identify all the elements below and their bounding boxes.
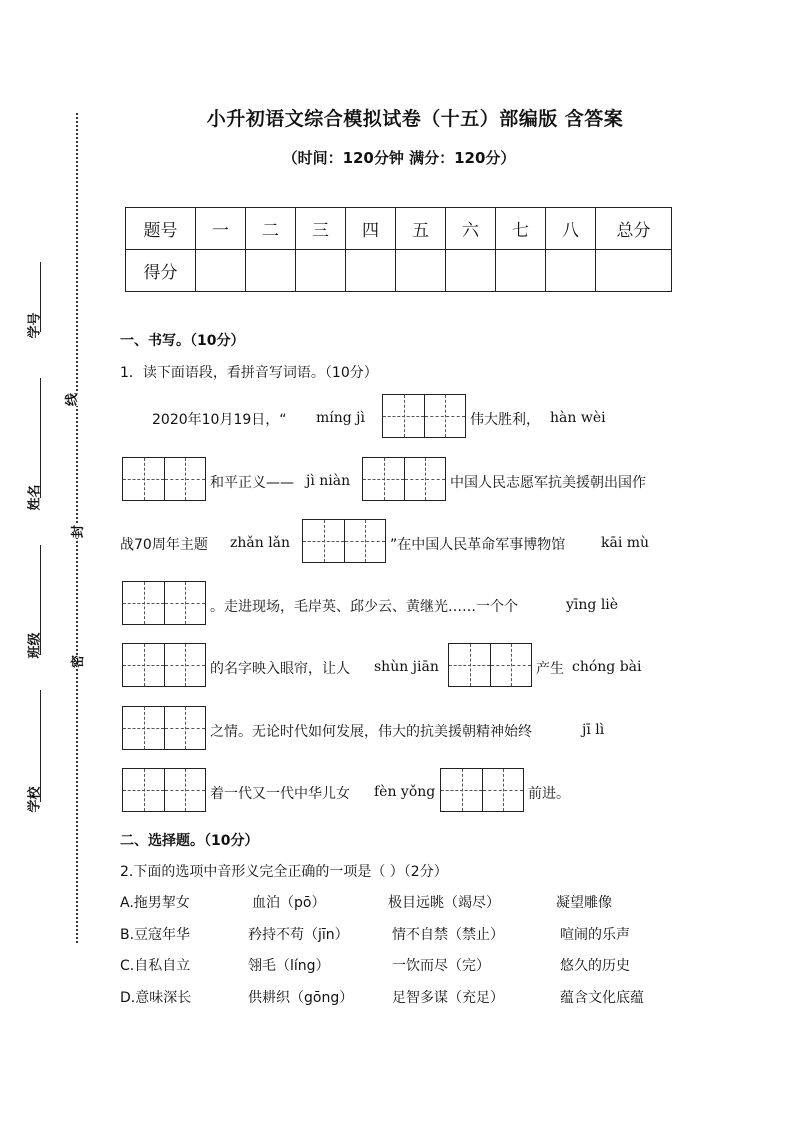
passage-text: 2020年10月19日，“ xyxy=(152,412,287,428)
answer-grid[interactable] xyxy=(362,457,446,501)
answer-grid[interactable] xyxy=(382,394,466,438)
pinyin: jī lì xyxy=(582,722,605,738)
option-c-word-4: 悠久的历史 xyxy=(560,958,630,974)
score-table-header-row xyxy=(126,208,672,250)
option-d-word-3: 足智多谋（充足） xyxy=(392,990,504,1006)
pinyin: hàn wèi xyxy=(550,410,606,426)
option-b-word-1[interactable]: B.豆寇年华 xyxy=(120,927,191,943)
char-cell[interactable] xyxy=(303,520,344,562)
passage-text: 产生 xyxy=(536,661,564,677)
passage-text: 和平正义—— xyxy=(210,475,294,491)
char-cell[interactable] xyxy=(164,644,205,686)
passage-text: 的名字映入眼帘，让人 xyxy=(210,661,350,677)
option-a-word-2: 血泊（pō） xyxy=(252,895,326,911)
char-cell[interactable] xyxy=(482,769,523,811)
passage-text: 中国人民志愿军抗美援朝出国作 xyxy=(450,475,646,491)
answer-grid[interactable] xyxy=(448,643,532,687)
header-cell: 四 xyxy=(346,208,396,250)
binding-mark-secret: 密 xyxy=(67,655,86,668)
header-cell: 总分 xyxy=(596,208,672,250)
option-a-word-1[interactable]: A.拖男挈女 xyxy=(120,895,190,911)
header-cell: 二 xyxy=(246,208,296,250)
header-cell: 三 xyxy=(296,208,346,250)
pinyin: yīng liè xyxy=(566,597,619,613)
question-1: 1．读下面语段，看拼音写词语。（10分） xyxy=(120,365,378,381)
header-cell: 题号 xyxy=(126,208,196,250)
school-label: 学校 xyxy=(27,786,43,813)
answer-grid[interactable] xyxy=(122,457,206,501)
char-cell[interactable] xyxy=(441,769,482,811)
header-cell: 一 xyxy=(196,208,246,250)
pinyin: kāi mù xyxy=(601,535,650,551)
header-cell: 八 xyxy=(546,208,596,250)
section-2-heading: 二、选择题。（10分） xyxy=(120,833,259,849)
passage-text: 。走进现场，毛岸英、邱少云、黄继光……一个个 xyxy=(210,599,518,615)
binding-mark-line: 线 xyxy=(61,393,80,406)
char-cell[interactable] xyxy=(404,458,445,500)
student-id-label: 学号 xyxy=(27,312,43,339)
answer-grid[interactable] xyxy=(122,581,206,625)
passage-text: 之情。无论时代如何发展，伟大的抗美援朝精神始终 xyxy=(210,724,532,740)
option-b-word-2: 矜持不苟（jīn） xyxy=(248,927,349,943)
option-d-word-4: 蕴含文化底蕴 xyxy=(560,990,644,1006)
char-cell[interactable] xyxy=(490,644,531,686)
page-title: 小升初语文综合模拟试卷（十五）部编版 含答案 xyxy=(206,108,624,130)
score-cell[interactable] xyxy=(296,250,346,292)
score-table xyxy=(125,207,672,292)
char-cell[interactable] xyxy=(164,458,205,500)
header-cell: 七 xyxy=(496,208,546,250)
option-a-word-3: 极目远眺（竭尽） xyxy=(388,895,500,911)
pinyin: zhǎn lǎn xyxy=(230,535,291,551)
score-cell[interactable] xyxy=(196,250,246,292)
option-a-word-4: 凝望雕像 xyxy=(556,895,612,911)
pinyin: shùn jiān xyxy=(374,659,439,675)
char-cell[interactable] xyxy=(164,707,205,749)
name-field[interactable] xyxy=(40,378,41,498)
char-cell[interactable] xyxy=(164,769,205,811)
option-c-word-3: 一饮而尽（完） xyxy=(392,958,490,974)
char-cell[interactable] xyxy=(164,582,205,624)
char-cell[interactable] xyxy=(123,582,164,624)
char-cell[interactable] xyxy=(123,644,164,686)
char-cell[interactable] xyxy=(383,395,424,437)
pinyin: jì niàn xyxy=(306,473,351,489)
answer-grid[interactable] xyxy=(302,519,386,563)
option-c-word-1[interactable]: C.自私自立 xyxy=(120,958,191,974)
answer-grid[interactable] xyxy=(122,768,206,812)
char-cell[interactable] xyxy=(123,458,164,500)
score-cell[interactable] xyxy=(396,250,446,292)
score-cell[interactable] xyxy=(246,250,296,292)
school-field[interactable] xyxy=(40,690,41,802)
pinyin: míng jì xyxy=(316,410,365,426)
char-cell[interactable] xyxy=(344,520,385,562)
option-d-word-2: 供耕织（gōng） xyxy=(248,990,354,1006)
question-2: 2.下面的选项中音形义完全正确的一项是（ ）（2分） xyxy=(120,864,448,880)
score-cell[interactable] xyxy=(346,250,396,292)
score-row-label: 得分 xyxy=(126,250,196,292)
score-cell[interactable] xyxy=(596,250,672,292)
pinyin: chóng bài xyxy=(572,659,642,675)
char-cell[interactable] xyxy=(424,395,465,437)
option-c-word-2: 翎毛（líng） xyxy=(248,958,330,974)
score-table-score-row xyxy=(126,250,672,292)
answer-grid[interactable] xyxy=(440,768,524,812)
score-cell[interactable] xyxy=(446,250,496,292)
passage-text: 战70周年主题 xyxy=(120,537,208,553)
name-label: 姓名 xyxy=(27,484,43,511)
pinyin: fèn yǒng xyxy=(374,784,436,800)
section-1-heading: 一、书写。（10分） xyxy=(120,333,245,349)
score-cell[interactable] xyxy=(496,250,546,292)
header-cell: 五 xyxy=(396,208,446,250)
char-cell[interactable] xyxy=(123,707,164,749)
option-b-word-3: 情不自禁（禁止） xyxy=(392,927,504,943)
binding-mark-seal: 封 xyxy=(67,525,86,538)
header-cell: 六 xyxy=(446,208,496,250)
char-cell[interactable] xyxy=(449,644,490,686)
class-label: 班级 xyxy=(27,632,43,659)
passage-text: 前进。 xyxy=(528,786,570,802)
exam-time-info: （时间：120分钟 满分：120分） xyxy=(282,149,516,167)
char-cell[interactable] xyxy=(123,769,164,811)
passage-text: ”在中国人民革命军事博物馆 xyxy=(390,537,566,553)
option-d-word-1[interactable]: D.意味深长 xyxy=(120,990,192,1006)
answer-grid[interactable] xyxy=(122,643,206,687)
passage-text: 着一代又一代中华儿女 xyxy=(210,786,350,802)
answer-grid[interactable] xyxy=(122,706,206,750)
passage-text: 伟大胜利， xyxy=(470,412,540,428)
option-b-word-4: 喧闹的乐声 xyxy=(560,927,630,943)
score-cell[interactable] xyxy=(546,250,596,292)
char-cell[interactable] xyxy=(363,458,404,500)
